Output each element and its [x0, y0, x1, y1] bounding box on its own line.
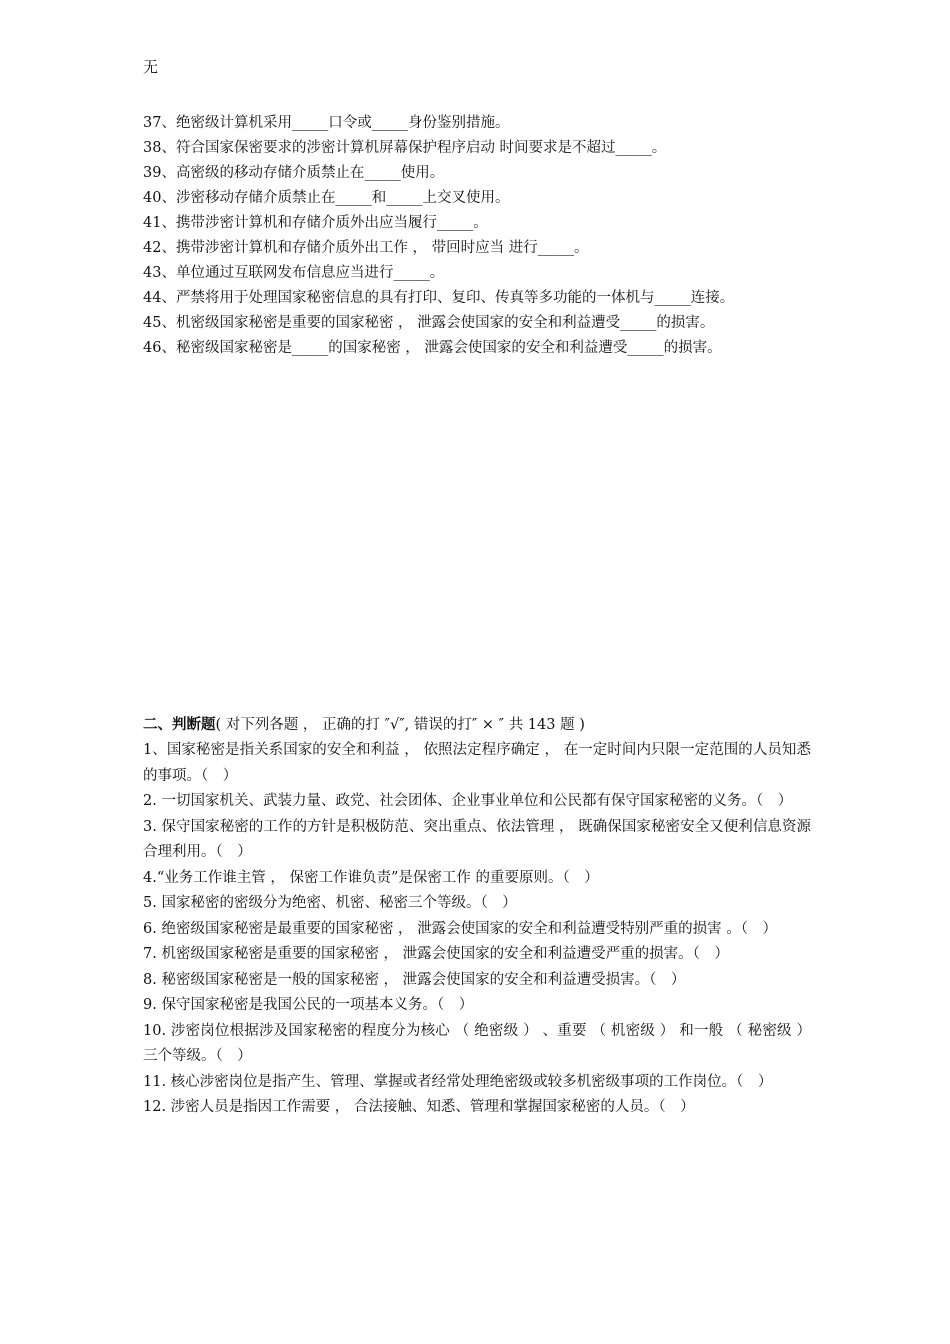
judgment-item-8: 8. 秘密级国家秘密是一般的国家秘密 ， 泄露会使国家的安全和利益遭受损害。（ ） [143, 971, 686, 988]
fill-blank-section [143, 111, 823, 361]
question-37: 37、绝密级计算机采用_____口令或_____身份鉴别措施。 [143, 115, 510, 131]
judgment-item-10: 10. 涉密岗位根据涉及国家秘密的程度分为核心 （ 绝密级 ） 、重要 （ 机密级 ） 和一般 （ 秘密级 ） 三个等级。（ ） [143, 1022, 811, 1064]
question-38: 38、符合国家保密要求的涉密计算机屏幕保护程序启动 时间要求是不超过_____。 [143, 140, 667, 156]
judgment-item-11: 11. 核心涉密岗位是指产生、管理、掌握或者经常处理绝密级或较多机密级事项的工作岗位。（ ） [143, 1073, 773, 1090]
judgment-item-7: 7. 机密级国家秘密是重要的国家秘密 ， 泄露会使国家的安全和利益遭受严重的损害。（ ） [143, 946, 729, 962]
question-42: 42、携带涉密计算机和存储介质外出工作 ， 带回时应当 进行_____。 [143, 240, 589, 256]
judgment-item-3: 3. 保守国家秘密的工作的方针是积极防范、突出重点、依法管理 ， 既确保国家秘密安全又便利信息资源合理利用。（ ） [143, 818, 811, 860]
question-39: 39、高密级的移动存储介质禁止在_____使用。 [143, 165, 445, 181]
question-41: 41、携带涉密计算机和存储介质外出应当履行_____。 [143, 215, 488, 231]
question-43: 43、单位通过互联网发布信息应当进行_____。 [143, 265, 445, 281]
judgment-item-5: 5. 国家秘密的密级分为绝密、机密、秘密三个等级。（ ） [143, 895, 517, 911]
question-40: 40、涉密移动存储介质禁止在_____和_____上交叉使用。 [143, 190, 510, 206]
section-heading-title: 二、判断题 [143, 716, 216, 733]
judgment-item-12: 12. 涉密人员是指因工作需要 ， 合法接触、知悉、管理和掌握国家秘密的人员。（ ） [143, 1099, 695, 1115]
page-top-text: 无 [143, 58, 159, 76]
question-45: 45、机密级国家秘密是重要的国家秘密 ， 泄露会使国家的安全和利益遭受_____的损害。 [143, 315, 715, 331]
judgment-item-2: 2. 一切国家机关、武装力量、政党、社会团体、企业事业单位和公民都有保守国家秘密的义务。（ ） [143, 793, 793, 809]
judgment-item-1: 1、国家秘密是指关系国家的安全和利益 ， 依照法定程序确定 ， 在一定时间内只限一定范围的人员知悉的事项。（ ） [143, 742, 811, 784]
judgment-item-9: 9. 保守国家秘密是我国公民的一项基本义务。（ ） [143, 997, 474, 1013]
judgment-section [143, 712, 811, 1121]
section-heading [143, 712, 811, 738]
question-46: 46、秘密级国家秘密是_____的国家秘密 ， 泄露会使国家的安全和利益遭受_____的损害。 [143, 340, 722, 356]
judgment-item-6: 6. 绝密级国家秘密是最重要的国家秘密 ， 泄露会使国家的安全和利益遭受特别严重的损害 。（ ） [143, 920, 778, 937]
section-heading-instructions: ( 对下列各题 ， 正确的打 ″√″, 错误的打″ × ″ 共 143 题 ) [215, 717, 585, 733]
question-44: 44、严禁将用于处理国家秘密信息的具有打印、复印、传真等多功能的一体机与_____连接。 [143, 290, 735, 306]
judgment-item-4: 4.“业务工作谁主管 ， 保密工作谁负责”是保密工作 的重要原则。（ ） [143, 869, 599, 886]
